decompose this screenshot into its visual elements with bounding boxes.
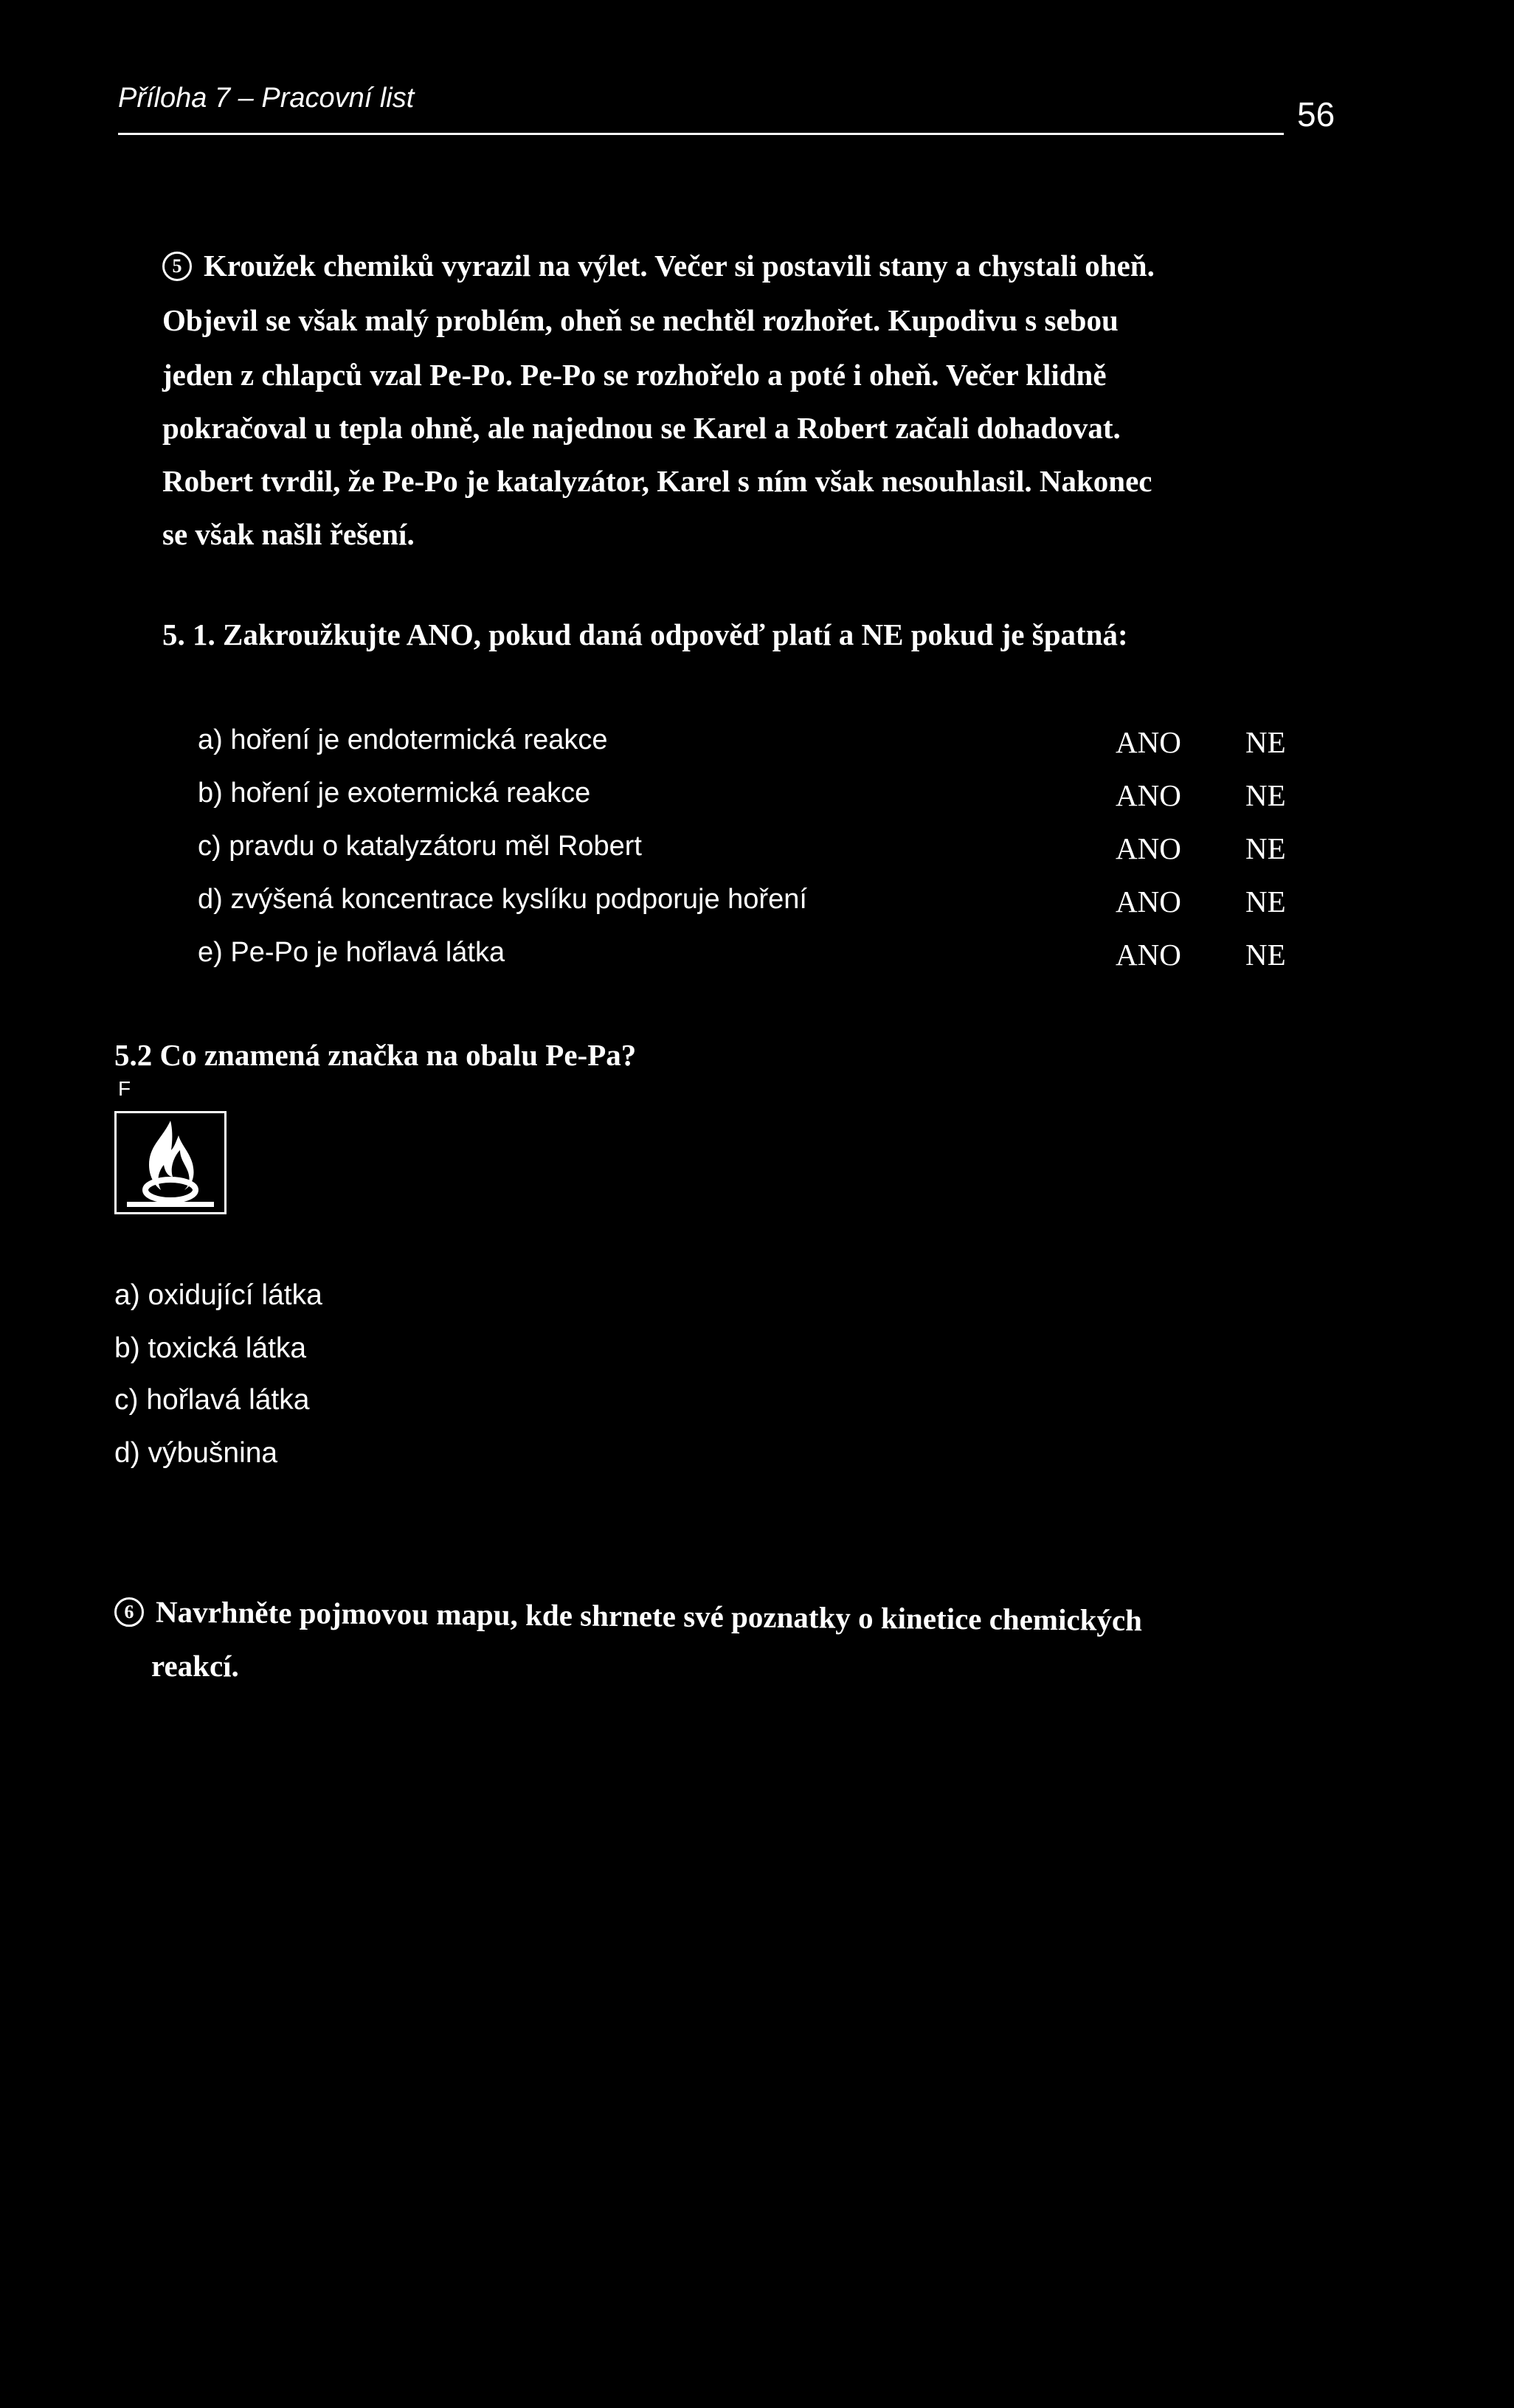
tf-no-a[interactable]: NE xyxy=(1245,725,1286,759)
mc-option-c[interactable]: c) hořlavá látka xyxy=(114,1384,310,1416)
tf-yes-a[interactable]: ANO xyxy=(1116,725,1181,759)
exercise5-line-6: se však našli řešení. xyxy=(162,517,415,551)
tf-yes-c[interactable]: ANO xyxy=(1116,831,1181,865)
tf-statement-c: c) pravdu o katalyzátoru měl Robert xyxy=(198,831,642,862)
tf-yes-b[interactable]: ANO xyxy=(1116,778,1181,812)
exercise5-line-3: jeden z chlapců vzal Pe-Po. Pe-Po se rozhořelo a poté i oheň. Večer klidně xyxy=(162,358,1107,392)
tf-statement-d: d) zvýšená koncentrace kyslíku podporuje hoření xyxy=(198,884,807,915)
mc-option-d[interactable]: d) výbušnina xyxy=(114,1437,278,1469)
header-title: Příloha 7 – Pracovní list xyxy=(118,83,415,114)
page-number: 56 xyxy=(1297,95,1335,134)
header-rule xyxy=(118,133,1284,135)
exercise6-number-badge: 6 xyxy=(114,1597,144,1627)
tf-yes-d[interactable]: ANO xyxy=(1116,885,1181,918)
tf-no-c[interactable]: NE xyxy=(1245,831,1286,865)
exercise5-line-5: Robert tvrdil, že Pe-Po je katalyzátor, Karel s ním však nesouhlasil. Nakonec xyxy=(162,464,1152,498)
exercise5-line-4: pokračoval u tepla ohně, ale najednou se Karel a Robert začali dohadovat. xyxy=(162,411,1121,445)
tf-statement-e: e) Pe-Po je hořlavá látka xyxy=(198,937,505,968)
exercise5-number-badge: 5 xyxy=(162,252,192,281)
question-5-2-title: 5.2 Co znamená značka na obalu Pe-Pa? xyxy=(114,1038,637,1072)
exercise6-line-1: 6 Navrhněte pojmovou mapu, kde shrnete své poznatky o kinetice chemických xyxy=(114,1594,1142,1638)
mc-option-b[interactable]: b) toxická látka xyxy=(114,1332,307,1364)
tf-no-b[interactable]: NE xyxy=(1245,778,1286,812)
exercise5-line-2: Objevil se však malý problém, oheň se nechtěl rozhořet. Kupodivu s sebou xyxy=(162,303,1119,337)
mc-option-a[interactable]: a) oxidující látka xyxy=(114,1279,322,1311)
tf-statement-b: b) hoření je exotermická reakce xyxy=(198,778,591,809)
tf-statement-a: a) hoření je endotermická reakce xyxy=(198,724,608,755)
question-5-1-title: 5. 1. Zakroužkujte ANO, pokud daná odpověď platí a NE pokud je špatná: xyxy=(162,617,1128,651)
exercise5-line-1: 5 Kroužek chemiků vyrazil na výlet. Večer si postavili stany a chystali oheň. xyxy=(162,248,1155,283)
flame-hazard-icon xyxy=(117,1113,224,1212)
tf-no-e[interactable]: NE xyxy=(1245,938,1286,972)
hazard-symbol-box xyxy=(114,1111,227,1214)
hazard-code-label: F xyxy=(118,1077,131,1100)
tf-yes-e[interactable]: ANO xyxy=(1116,938,1181,972)
tf-no-d[interactable]: NE xyxy=(1245,885,1286,918)
exercise6-line-2: reakcí. xyxy=(151,1649,239,1683)
